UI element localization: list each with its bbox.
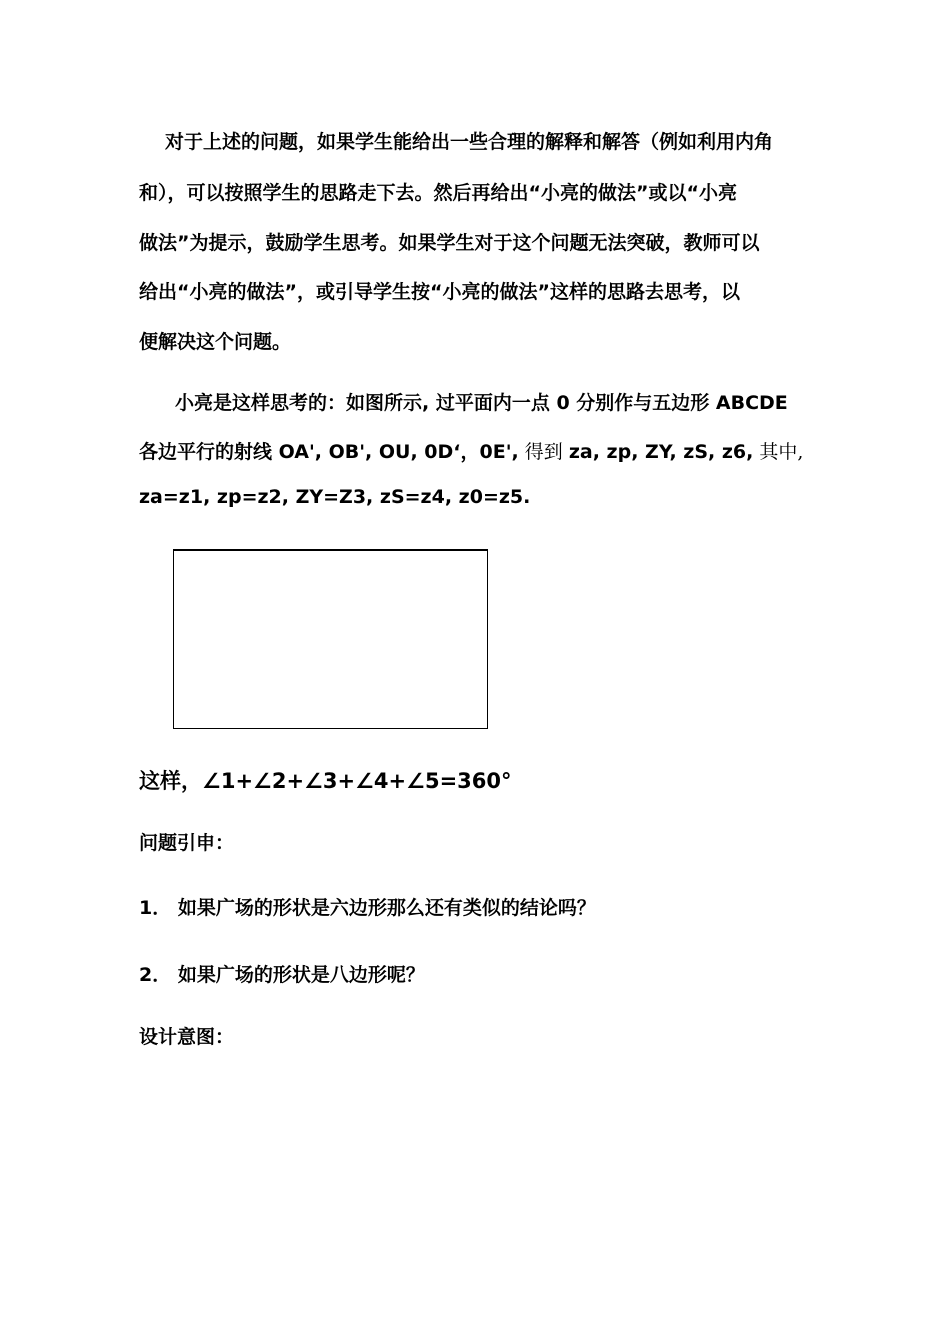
para2-line2 (139, 437, 803, 464)
conclusion: 这样，∠1+∠2+∠3+∠4+∠5=360° (139, 769, 512, 793)
questions-heading: 问题引申： (139, 832, 235, 854)
para1-line5: 便解决这个问题。 (139, 331, 292, 353)
para1-line1: 对于上述的问题，如果学生能给出一些合理的解释和解答（例如利用内角 (165, 131, 774, 153)
question-1: 1． 如果广场的形状是六边形那么还有类似的结论吗？ (139, 897, 596, 919)
para2-line1: 小亮是这样思考的：如图所示, 过平面内一点 0 分别作与五边形 ABCDE (175, 392, 788, 414)
para2-rays: 各边平行的射线 OA', OB', OU, 0D‘，0E', (139, 441, 519, 463)
figure-frame (173, 549, 488, 729)
para1-line4: 给出“小亮的做法”，或引导学生按“小亮的做法”这样的思路去思考，以 (139, 281, 740, 303)
question-2: 2． 如果广场的形状是八边形呢？ (139, 964, 425, 986)
para2-line3: za=z1, zp=z2, ZY=Z3, zS=z4, z0=z5. (139, 486, 531, 508)
design-heading: 设计意图： (139, 1026, 235, 1048)
para1-line3: 做法”为提示，鼓励学生思考。如果学生对于这个问题无法突破，教师可以 (139, 232, 760, 254)
para2-angles: za, zp, ZY, zS, z6, (568, 441, 754, 463)
para2-obtain: 得到 (518, 441, 569, 463)
para1-line2: 和），可以按照学生的思路走下去。然后再给出“小亮的做法”或以“小亮 (139, 182, 737, 204)
para2-among: 其中, (753, 441, 804, 463)
